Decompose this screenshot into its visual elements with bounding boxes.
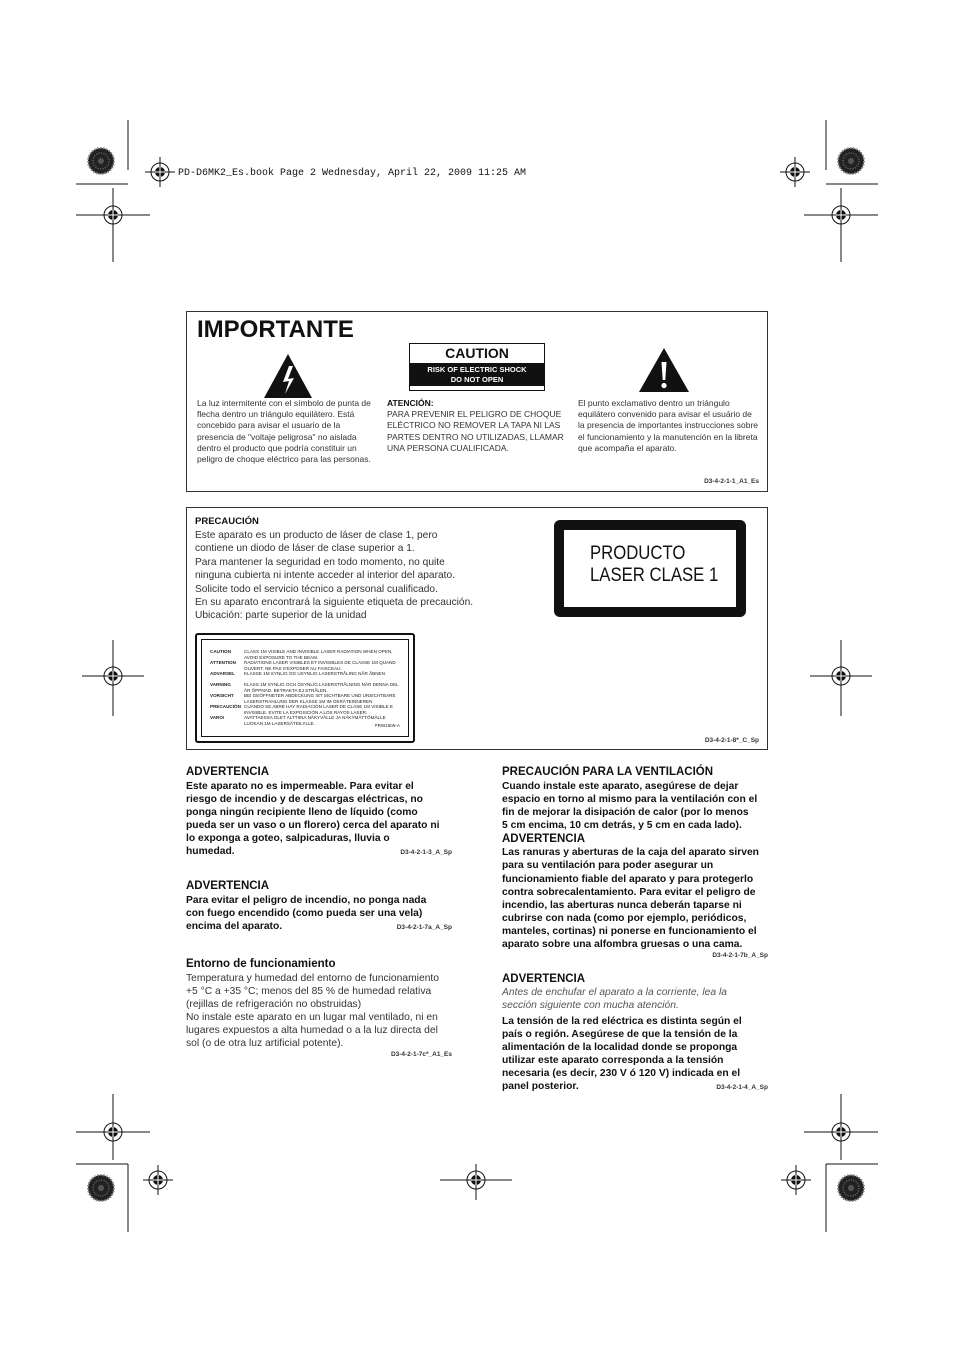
- body-line: Temperatura y humedad del entorno de funcionamiento: [186, 972, 440, 984]
- body-line: Cuando instale este aparato, asegúrese de dejar: [502, 781, 739, 792]
- sticker-text: BEI GEÖFFNETER ABDECKUNG IST SICHTBARE UND UNSICHTBARE LASERSTRAHLUNG DER KLASSE 1M IM GERÄTEINNEREN: [244, 693, 396, 704]
- precaucion-box: [186, 507, 768, 750]
- sticker-text: CUANDO SE ABRE HAY RADIACIÓN LASER DE CLASE 1M VISIBLE E INVISIBLE. EVITE LA EXPOSICIÓN A LOS RAYOS LASER.: [244, 704, 393, 715]
- body-line: lugares expuestos a alta humedad o a la luz directa del: [186, 1025, 438, 1037]
- body-line: fin de mejorar la disipación de calor (por lo menos: [502, 807, 749, 819]
- section-heading: ADVERTENCIA: [502, 973, 586, 986]
- left-column: [186, 765, 452, 1058]
- lightning-warning-icon: [262, 352, 314, 400]
- precaucion-text: [195, 529, 535, 623]
- sub-heading: ADVERTENCIA: [502, 833, 586, 846]
- sticker-part-number: PRW1505-A: [374, 722, 400, 728]
- body-line: contra sobrecalentamiento. Para evitar el peligro de: [502, 886, 756, 898]
- body-line: necesaria (es decir, 230 V ó 120 V) indicada en el: [502, 1068, 741, 1080]
- body-line: incendio, las aberturas nunca deberán taparse ni: [502, 899, 742, 911]
- last-line-row: [502, 1080, 768, 1093]
- importante-box: [186, 311, 768, 492]
- sticker-row: [210, 649, 404, 660]
- section-heading: PRECAUCIÓN PARA LA VENTILACIÓN: [502, 766, 714, 778]
- body-line: utilizar este aparato corresponda a la tensión: [502, 1055, 724, 1067]
- section-code: D3-4-2-1-7c*_A1_Es: [390, 1051, 452, 1059]
- sticker-text: AVATTAESSA OLET ALTTIINA NÄKYVÄLLE JA NÄKYMÄTTÖMÄLLE LUOKAN 1M LASERSÄTEILYLLE.: [244, 715, 386, 726]
- sticker-text: KLASS 1M SYNLIG OCH OSYNLIG LASERSTRÅLNING NÄR DENNA DEL ÄR ÖPPNAD. BETRAKTA EJ STRÅLEN.: [244, 682, 399, 693]
- side-mark-right: [810, 640, 872, 716]
- section-code: D3-4-2-1-3_A_Sp: [400, 849, 452, 857]
- crop-mark-bottom-left: [76, 1094, 173, 1232]
- last-line-row: [186, 920, 452, 933]
- exclamation-explanation: El punto exclamativo dentro un triángulo equilátero convenido para avisar el usuário de la presencia de importantes instrucciones sobre el funcionamiento y la manutención en la libreta que acompaña el aparato.: [578, 398, 759, 453]
- body-line: No instale este aparato en un lugar mal ventilado, ni en: [186, 1012, 438, 1024]
- body-line: manteles, cortinas) ni ponerse en funcionamiento el: [502, 925, 757, 937]
- body-line: espacio en torno al mismo para la ventilación con el: [502, 794, 758, 806]
- body-line: aparato sobre una alfombra gruesas o una cama.: [502, 939, 743, 951]
- advertencia-tension: [502, 972, 768, 1093]
- laser-class-label-inner: [564, 530, 736, 607]
- body-line: sol (o de otra luz artificial potente).: [186, 1038, 344, 1050]
- caution-label-title: CAUTION: [445, 345, 509, 361]
- section-heading: ADVERTENCIA: [186, 766, 270, 778]
- body-line: panel posterior.: [502, 1081, 579, 1093]
- sticker-lang: PRECAUCIÓN: [210, 704, 241, 709]
- laser-class-label: [554, 520, 746, 617]
- book-header-line: PD-D6MK2_Es.book Page 2 Wednesday, April 22, 2009 11:25 AM: [178, 168, 527, 179]
- sticker-lang: ADVARSEL: [210, 671, 235, 676]
- sticker-row: [210, 704, 404, 715]
- sticker-lang: VORSICHT: [210, 693, 234, 698]
- section-heading: ADVERTENCIA: [186, 879, 270, 892]
- atencion-heading: ATENCIÓN:: [387, 398, 434, 408]
- precaucion-code: D3-4-2-1-8*_C_Sp: [704, 737, 759, 744]
- body-line: La tensión de la red eléctrica es distinta según el: [502, 1015, 742, 1027]
- body-line: con fuego encendido (como pueda ser una vela): [186, 907, 423, 919]
- section-code: D3-4-2-1-7a_A_Sp: [396, 923, 452, 931]
- exclamation-warning-icon: [637, 346, 691, 394]
- body-line: cubrirse con nada (como por ejemplo, periódicos,: [502, 912, 747, 924]
- caution-label-line1: RISK OF ELECTRIC SHOCK: [427, 365, 527, 374]
- section-code: D3-4-2-1-7b_A_Sp: [712, 952, 768, 960]
- body-line: país o región. Asegúrese de que la tensión de la: [502, 1029, 738, 1041]
- sticker-text: KLASSE 1M SYNLIG OG USYNLIG LASERSTRÅLING NÅR ÅBNEN.: [244, 671, 387, 676]
- body-line: pueda ser un vaso o un florero) cerca del aparato ni: [186, 820, 440, 832]
- body-line: Las ranuras y aberturas de la caja del aparato sirven: [502, 847, 759, 859]
- sticker-row: [210, 682, 404, 693]
- atencion-block: [387, 398, 569, 454]
- sticker-text: RADIATIONS LASER VISIBLES ET INVISIBLES DE CLASSE 1M QUAND OUVERT. NE PAS S'EXPOSER AU FAISCEAU.: [244, 660, 396, 671]
- crop-mark-bottom-right: [781, 1094, 878, 1232]
- body-line: Para evitar el peligro de incendio, no ponga nada: [186, 894, 427, 906]
- precaucion-line: En su aparato encontrará la siguiente etiqueta de precaución.: [195, 597, 474, 609]
- sticker-lang: ATTENTION: [210, 660, 236, 665]
- body-line: ponga ningún recipiente lleno de líquido (como: [186, 807, 418, 819]
- sticker-row: [210, 671, 404, 682]
- sticker-text: CLASS 1M VISIBLE AND INVISIBLE LASER RADIATION WHEN OPEN, AVOID EXPOSURE TO THE BEAM.: [244, 649, 393, 660]
- precaucion-line: ninguna cubierta ni intente acceder al interior del aparato.: [195, 570, 455, 582]
- body-line: (rejillas de refrigeración no obstruidas): [186, 999, 362, 1011]
- italic-line: Antes de enchufar el aparato a la corriente, lea la: [502, 987, 727, 999]
- sticker-lang: VARO!: [210, 715, 225, 720]
- last-line-row: [186, 845, 452, 858]
- precaucion-line: Ubicación: parte superior de la unidad: [195, 610, 367, 622]
- laser-label-line1: PRODUCTO: [590, 543, 686, 564]
- sticker-row: [210, 660, 404, 671]
- crop-mark-top-left: [76, 120, 175, 262]
- caution-label-band: [410, 363, 544, 386]
- body-line: Este aparato no es impermeable. Para evitar el: [186, 781, 414, 792]
- precaucion-line: contiene un diodo de láser de clase superior a 1.: [195, 543, 415, 555]
- crop-mark-top-right: [780, 120, 878, 262]
- advertencia-agua: [186, 765, 452, 859]
- body-line: lo exponga a goteo, salpicaduras, lluvia o: [186, 833, 390, 845]
- section-code: D3-4-2-1-4_A_Sp: [716, 1084, 768, 1092]
- importante-code: D3-4-2-1-1_A1_Es: [704, 478, 759, 485]
- sticker-lang: CAUTION: [210, 649, 231, 654]
- precaucion-ventilacion: [502, 765, 768, 959]
- advertencia-fuego: [186, 879, 452, 933]
- caution-sticker-inner: [201, 639, 409, 737]
- body-line: alimentación de la localidad donde se proponga: [502, 1042, 738, 1054]
- side-mark-left: [82, 640, 144, 716]
- section-heading: Entorno de funcionamiento: [186, 957, 336, 970]
- lightning-explanation: La luz intermitente con el símbolo de punta de flecha dentro un triángulo equilátero. Está concebido para avisar el usuario de la presencia de "voltaje peligrosa" no aislada dentro el producto que podría constituir un peligro de choque eléctrico para las personas.: [197, 398, 371, 465]
- entorno-funcionamiento: [186, 957, 452, 1059]
- precaucion-line: Solicite todo el servicio técnico a personal cualificado.: [195, 583, 438, 595]
- caution-label-line2: DO NOT OPEN: [450, 375, 504, 384]
- precaucion-line: Este aparato es un producto de láser de clase 1, pero: [195, 530, 438, 541]
- precaucion-line: Para mantener la seguridad en todo momento, no quite: [195, 556, 445, 568]
- body-line: riesgo de incendio y de descargas eléctricas, no: [186, 794, 423, 806]
- importante-title: IMPORTANTE: [197, 316, 354, 343]
- sticker-row: [210, 693, 404, 704]
- laser-label-line2: LASER CLASE 1: [590, 565, 719, 586]
- italic-line: sección siguiente con mucha atención.: [502, 999, 679, 1011]
- atencion-text: PARA PREVENIR EL PELIGRO DE CHOQUE ELÉCTRICO NO REMOVER LA TAPA NI LAS PARTES DENTRO NO UTILIZADAS, LLAMAR UNA PERSONA CUALIFICADA.: [387, 409, 564, 453]
- right-column: [502, 765, 768, 1094]
- caution-sticker: [195, 633, 415, 743]
- crop-mark-bottom-center: [440, 1164, 512, 1200]
- precaucion-heading: PRECAUCIÓN: [195, 516, 259, 527]
- body-line: humedad.: [186, 846, 235, 858]
- body-line: 5 cm encima, 10 cm detrás, y 5 cm en cada lado).: [502, 820, 742, 832]
- caution-label: [409, 343, 545, 391]
- body-line: funcionamiento fiable del aparato y para protegerlo: [502, 873, 754, 885]
- sticker-lang: VARNING: [210, 682, 231, 687]
- body-line: para su ventilación para poder asegurar un: [502, 860, 714, 872]
- body-line: +5 °C a +35 °C; menos del 85 % de humedad relativa: [186, 985, 432, 997]
- body-line: encima del aparato.: [186, 920, 283, 932]
